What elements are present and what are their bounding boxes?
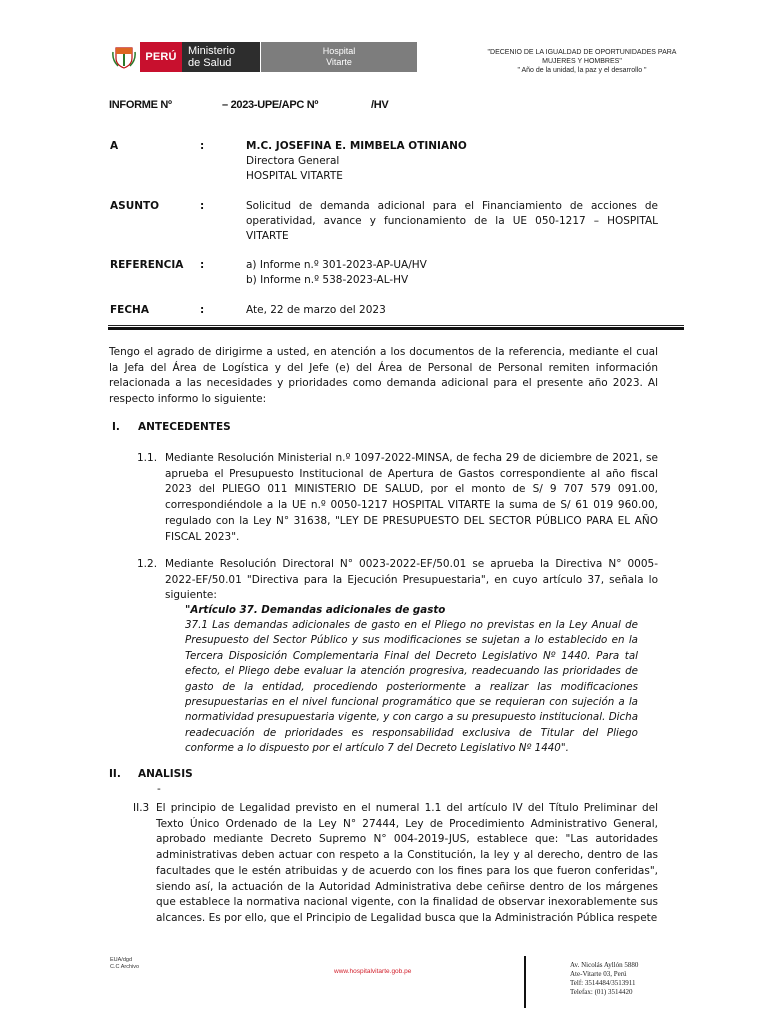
a-colon: : xyxy=(200,140,205,152)
fecha-value: Ate, 22 de marzo del 2023 xyxy=(246,304,386,316)
informe-part3: /HV xyxy=(371,99,389,111)
paragraph-1-2: Mediante Resolución Directoral N° 0023-2022-EF/50.01 se aprueba la Directiva N° 0005-2022-EF/50.01 "Directiva para la Ejecución Presupuestaria", en cuyo artículo 37, señala lo siguiente: xyxy=(165,558,658,602)
a-recipient-org: HOSPITAL VITARTE xyxy=(246,170,343,182)
a-label: A xyxy=(110,140,119,152)
informe-part1: INFORME Nº xyxy=(109,99,172,111)
section2-number: II. xyxy=(109,768,121,780)
referencia-colon: : xyxy=(200,259,205,271)
footer-address-line1: Av. Nicolás Ayllón 5880 xyxy=(570,961,639,969)
asunto-label: ASUNTO xyxy=(110,200,160,212)
hospital-label xyxy=(261,42,417,72)
a-recipient-name: M.C. JOSEFINA E. MIMBELA OTINIANO xyxy=(246,140,467,152)
referencia-label: REFERENCIA xyxy=(110,259,184,271)
paragraph-1-1-number: 1.1. xyxy=(137,452,158,464)
ministerio-line1: Ministerio xyxy=(188,45,236,57)
stray-dash: - xyxy=(157,783,161,795)
a-recipient-title: Directora General xyxy=(246,155,340,167)
section1-number: I. xyxy=(112,421,120,433)
hospital-line2: Vitarte xyxy=(326,57,352,67)
decenio-heading xyxy=(476,48,688,75)
footer-initials-line1: EUA/dgd xyxy=(110,957,133,963)
decenio-line1: "DECENIO DE LA IGUALDAD DE OPORTUNIDADES PARA xyxy=(487,49,677,56)
intro-paragraph: Tengo el agrado de dirigirme a usted, en atención a los documentos de la referencia, mediante el cual la Jefa del Área de Logística y del Jefe (e) del Área de Personal de Personal remiten información relacionada a las necesidades y prioridades como demanda adicional para el presente año 2023. Al respecto informo lo siguiente: xyxy=(109,346,658,406)
header-divider-thick xyxy=(108,327,684,330)
asunto-value: Solicitud de demanda adicional para el Financiamiento de acciones de operatividad, avance y funcionamiento de la UE 050-1217 – HOSPITAL VITARTE xyxy=(246,200,658,242)
section2-title: ANALISIS xyxy=(138,768,193,780)
hospital-line1: Hospital xyxy=(322,46,356,56)
paragraph-2-3: El principio de Legalidad previsto en el numeral 1.1 del artículo IV del Título Preliminar del Texto Único Ordenado de la Ley N° 27444, Ley de Procedimiento Administrativo General, aprobado mediante Decreto Supremo N° 004-2019-JUS, establece que: "Las autoridades administrativas deben actuar con respeto a la Constitución, la ley y al derecho, dentro de las facultades que le estén atribuidas y de acuerdo con los fines para los que fueron conferidas", siendo así, la actuación de la Autoridad Administrativa debe ceñirse dentro de los márgenes que establece la normativa nacional vigente, con la finalidad de observar inexorablemente sus alcances. Es por ello, que el Principio de Legalidad busca que la Administración Pública respete xyxy=(156,802,658,924)
footer-website-link[interactable]: www.hospitalvitarte.gob.pe xyxy=(334,968,412,975)
paragraph-1-2-number: 1.2. xyxy=(137,558,158,570)
coat-of-arms-icon xyxy=(108,42,140,72)
footer-address xyxy=(570,961,638,997)
ministerio-label xyxy=(182,42,260,72)
header-divider-thin xyxy=(108,325,684,326)
ministerio-line2: de Salud xyxy=(188,57,232,69)
footer-initials-line2: C.C Archivo xyxy=(110,964,140,970)
peru-label: PERÚ xyxy=(140,42,182,72)
footer-address-line3: Telf: 3514484/3513911 xyxy=(570,979,636,987)
footer-address-line2: Ate-Vitarte 03, Perú xyxy=(570,970,627,978)
footer-divider xyxy=(524,956,526,1008)
footer-address-line4: Telefax: (01) 3514420 xyxy=(570,988,633,996)
quote-body: 37.1 Las demandas adicionales de gasto en el Pliego no previstas en la Ley Anual de Presupuesto del Sector Público y sus modificaciones se sujetan a lo establecido en la Tercera Disposición Complementaria Final del Decreto Legislativo Nº 1440. Para tal efecto, el Pliego debe evaluar la atención progresiva, readecuando las prioridades de gasto de la entidad, procediendo posteriormente a realizar las modificaciones presupuestarias en el nivel funcional programático que se requieran con sujeción a la normatividad presupuestaria vigente, y con cargo a su presupuesto institucional. Dicha readecuación de prioridades es responsabilidad exclusiva de Titular del Pliego conforme a lo dispuesto por el artículo 7 del Decreto Legislativo Nº 1440". xyxy=(185,619,638,755)
informe-part2: – 2023-UPE/APC Nº xyxy=(222,99,319,111)
fecha-label: FECHA xyxy=(110,304,149,316)
fecha-colon: : xyxy=(200,304,205,316)
referencia-item-a: a) Informe n.º 301-2023-AP-UA/HV xyxy=(246,259,427,271)
decenio-line2: MUJERES Y HOMBRES" xyxy=(542,58,622,65)
header-logo xyxy=(108,42,417,72)
asunto-colon: : xyxy=(200,200,205,212)
section1-title: ANTECEDENTES xyxy=(138,421,231,433)
referencia-item-b: b) Informe n.º 538-2023-AL-HV xyxy=(246,274,409,286)
footer-initials xyxy=(110,957,139,971)
quote-title: "Artículo 37. Demandas adicionales de gasto xyxy=(185,604,446,616)
decenio-line3: " Año de la unidad, la paz y el desarrollo " xyxy=(517,67,647,74)
paragraph-2-3-number: II.3 xyxy=(133,802,150,814)
paragraph-1-1: Mediante Resolución Ministerial n.º 1097-2022-MINSA, de fecha 29 de diciembre de 2021, se aprueba el Presupuesto Institucional de Apertura de Gastos correspondiente al año fiscal 2023 del PLIEGO 011 MINISTERIO DE SALUD, por el monto de S/ 9 707 579 091.00, correspondiéndole a la UE n.º 0050-1217 HOSPITAL VITARTE la suma de S/ 61 019 960.00, regulado con la Ley N° 31638, "LEY DE PRESUPUESTO DEL SECTOR PÚBLICO PARA EL AÑO FISCAL 2023". xyxy=(165,452,658,543)
